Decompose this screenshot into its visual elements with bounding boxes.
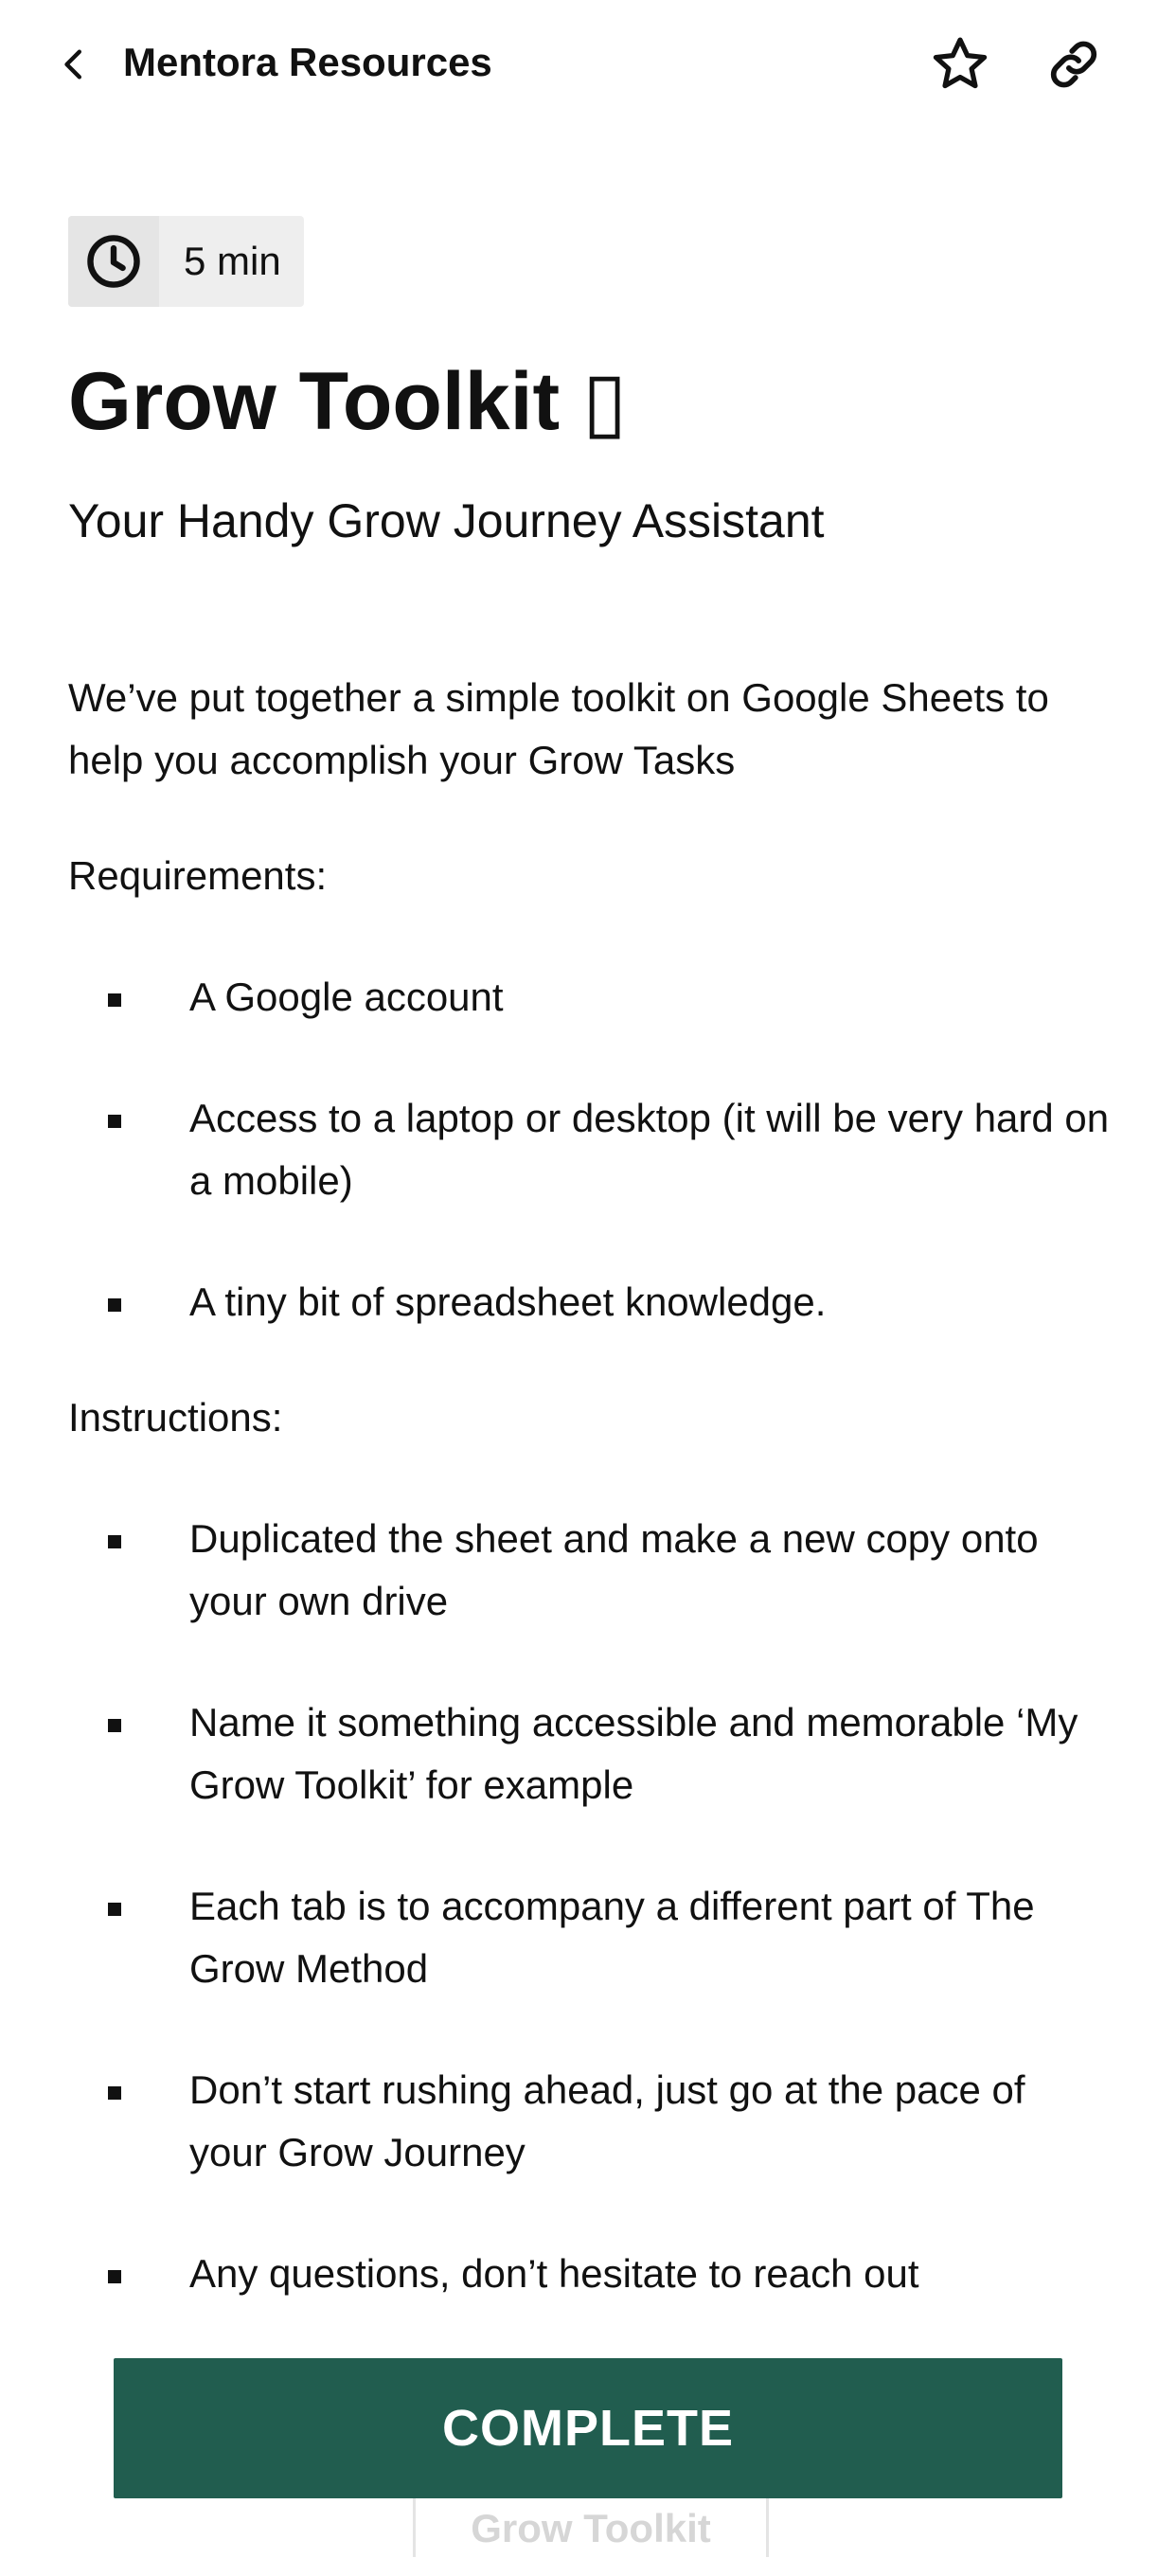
page-subtitle: Your Handy Grow Journey Assistant — [68, 494, 825, 547]
requirements-heading: Requirements: — [68, 853, 328, 898]
star-outline-icon — [929, 33, 991, 96]
list-item: Access to a laptop or desktop (it will be very hard on a mobile) — [68, 1087, 1110, 1212]
page-title: Grow Toolkit ▯ — [68, 356, 628, 447]
share-link-button[interactable] — [1038, 28, 1110, 100]
intro-paragraph: We’ve put together a simple toolkit on Google Sheets to help you accomplish your Grow Tasks — [68, 675, 1049, 782]
list-item: A tiny bit of spreadsheet knowledge. — [68, 1271, 1110, 1333]
list-item: Name it something accessible and memorable ‘My Grow Toolkit’ for example — [68, 1691, 1110, 1816]
favorite-button[interactable] — [924, 28, 996, 100]
duration-badge — [68, 216, 304, 307]
header-title: Mentora Resources — [123, 40, 492, 84]
list-item: A Google account — [68, 966, 1110, 1029]
list-item: Each tab is to accompany a different part of The Grow Method — [68, 1875, 1110, 2000]
clock-icon — [83, 231, 144, 292]
duration-icon-box — [68, 216, 159, 307]
duration-text: 5 min — [184, 239, 281, 283]
next-resource-peek: Grow Toolkit — [413, 2481, 769, 2557]
list-item: Any questions, don’t hesitate to reach out — [68, 2243, 1110, 2305]
list-item: Duplicated the sheet and make a new copy onto your own drive — [68, 1508, 1110, 1633]
instructions-list — [68, 1508, 1110, 2305]
complete-button[interactable]: COMPLETE — [114, 2358, 1062, 2498]
list-item: Don’t start rushing ahead, just go at the pace of your Grow Journey — [68, 2059, 1110, 2184]
back-button[interactable] — [45, 36, 102, 93]
instructions-heading: Instructions: — [68, 1395, 283, 1440]
chevron-left-icon — [55, 45, 93, 83]
requirements-list — [68, 966, 1110, 1333]
link-icon — [1044, 35, 1103, 94]
top-app-bar — [0, 0, 1176, 133]
article-content — [68, 216, 1110, 2305]
